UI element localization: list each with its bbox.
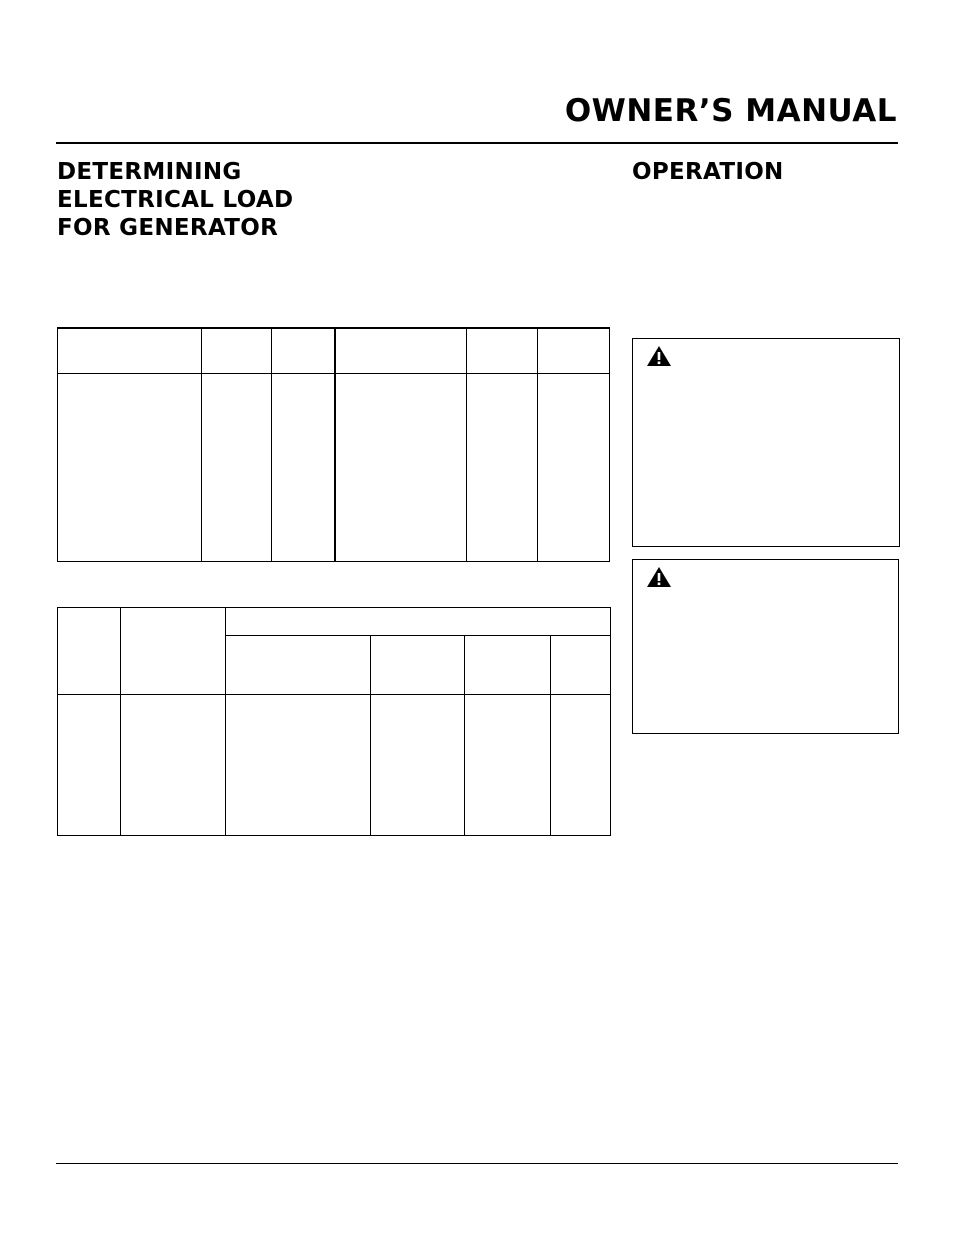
table-cell <box>371 695 465 836</box>
section-title-line: FOR GENERATOR <box>57 215 279 241</box>
table-cell <box>272 374 335 562</box>
warning-box <box>632 559 899 734</box>
table-row <box>58 695 611 836</box>
manual-title: OWNER’S MANUAL <box>564 93 897 129</box>
table-header-cell <box>467 328 538 374</box>
warning-triangle-icon <box>646 345 672 367</box>
section-title-electrical-load <box>57 158 293 242</box>
table-header-cell <box>226 608 611 636</box>
table-header-cell <box>538 328 610 374</box>
table-cell <box>121 695 226 836</box>
table-header-cell <box>335 328 467 374</box>
table-header-cell <box>465 636 551 695</box>
table-cell <box>58 695 121 836</box>
table-header-cell <box>202 328 272 374</box>
header-rule <box>56 142 898 144</box>
table-cell <box>202 374 272 562</box>
table-cell <box>538 374 610 562</box>
table-cell <box>467 374 538 562</box>
section-title-line: ELECTRICAL LOAD <box>57 187 294 213</box>
table-cell <box>465 695 551 836</box>
warning-triangle-icon <box>646 566 672 588</box>
table-header-cell <box>121 608 226 695</box>
footer-rule <box>56 1163 898 1164</box>
table-header-cell <box>226 636 371 695</box>
table-header-cell <box>371 636 465 695</box>
warning-box <box>632 338 900 547</box>
section-title-operation: OPERATION <box>632 159 784 185</box>
electrical-load-table <box>57 327 610 562</box>
table-header-cell <box>58 328 202 374</box>
section-title-line: DETERMINING <box>57 159 242 185</box>
table-cell <box>226 695 371 836</box>
table-row <box>58 374 610 562</box>
extension-cord-table <box>57 607 611 836</box>
table-cell <box>58 374 202 562</box>
table-header-row <box>58 328 610 374</box>
table-header-cell <box>551 636 611 695</box>
table-header-cell <box>272 328 335 374</box>
table-header-row <box>58 608 611 636</box>
table-cell <box>335 374 467 562</box>
table-cell <box>551 695 611 836</box>
table-header-cell <box>58 608 121 695</box>
